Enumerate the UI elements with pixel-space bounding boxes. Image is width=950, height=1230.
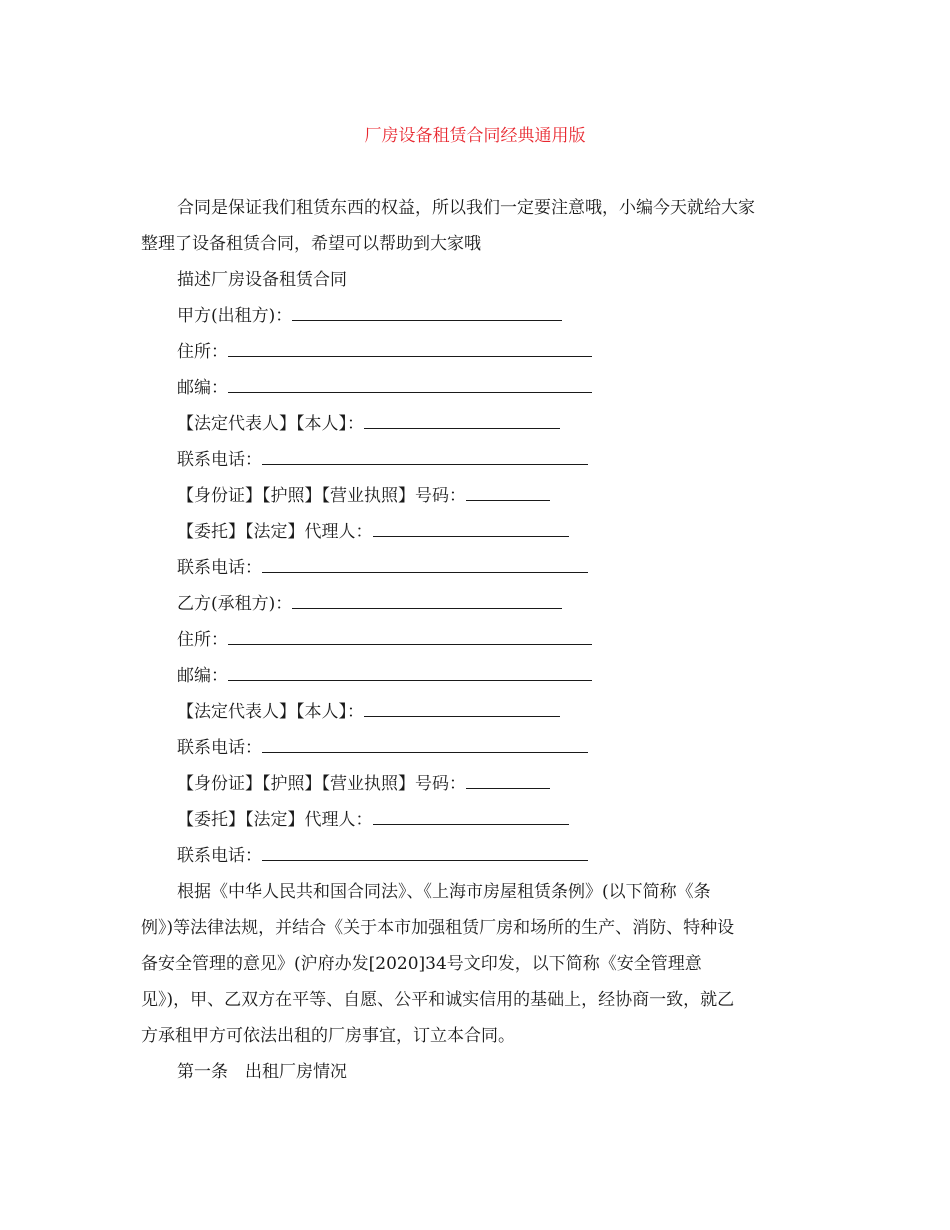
- field-agent: [177, 514, 569, 550]
- blank-line[interactable]: [373, 808, 569, 825]
- field-label: 【法定代表人】【本人】：: [177, 414, 364, 434]
- field-id-number: [177, 478, 550, 514]
- blank-line[interactable]: [364, 700, 560, 717]
- intro-line: 整理了设备租赁合同，希望可以帮助到大家哦: [141, 234, 481, 254]
- field-label: 联系电话：: [177, 846, 262, 866]
- field-address: [177, 334, 592, 370]
- basis-line: 见》)，甲、乙双方在平等、自愿、公平和诚实信用的基础上，经协商一致，就乙: [141, 990, 735, 1010]
- field-legal-rep: [177, 406, 560, 442]
- blank-line[interactable]: [228, 340, 592, 357]
- field-label: 【身份证】【护照】【营业执照】号码：: [177, 774, 466, 794]
- field-label: 【委托】【法定】代理人：: [177, 522, 373, 542]
- article-heading: 第一条 出租厂房情况: [177, 1062, 347, 1082]
- field-label: 邮编：: [177, 666, 228, 686]
- field-phone: [177, 442, 588, 478]
- blank-line[interactable]: [466, 772, 550, 789]
- document-title: 厂房设备租赁合同经典通用版: [364, 126, 586, 146]
- field-label: 邮编：: [177, 378, 228, 398]
- blank-line[interactable]: [292, 592, 562, 609]
- field-label: 住所：: [177, 342, 228, 362]
- blank-line[interactable]: [228, 664, 592, 681]
- intro-paragraph: [141, 190, 831, 262]
- field-label: 【委托】【法定】代理人：: [177, 810, 373, 830]
- blank-line[interactable]: [262, 448, 588, 465]
- field-phone: [177, 838, 588, 874]
- field-label: 【法定代表人】【本人】：: [177, 702, 364, 722]
- basis-line: 方承租甲方可依法出租的厂房事宜，订立本合同。: [141, 1026, 515, 1046]
- basis-line: 根据《中华人民共和国合同法》、《上海市房屋租赁条例》(以下简称《条: [177, 882, 711, 902]
- field-address: [177, 622, 592, 658]
- blank-line[interactable]: [262, 736, 588, 753]
- basis-line: 备安全管理的意见》(沪府办发[2020]34号文印发，以下简称《安全管理意: [141, 954, 702, 974]
- section-subtitle: 描述厂房设备租赁合同: [177, 270, 347, 290]
- field-id-number: [177, 766, 550, 802]
- field-lessor: [177, 298, 562, 334]
- field-phone: [177, 550, 588, 586]
- blank-line[interactable]: [466, 484, 550, 501]
- field-postcode: [177, 658, 592, 694]
- blank-line[interactable]: [292, 304, 562, 321]
- field-legal-rep: [177, 694, 560, 730]
- blank-line[interactable]: [262, 844, 588, 861]
- blank-line[interactable]: [228, 628, 592, 645]
- blank-line[interactable]: [364, 412, 560, 429]
- field-label: 甲方(出租方)：: [177, 306, 293, 326]
- field-agent: [177, 802, 569, 838]
- field-label: 乙方(承租方)：: [177, 594, 293, 614]
- field-lessee: [177, 586, 562, 622]
- field-label: 住所：: [177, 630, 228, 650]
- blank-line[interactable]: [373, 520, 569, 537]
- intro-line: 合同是保证我们租赁东西的权益，所以我们一定要注意哦，小编今天就给大家: [177, 198, 755, 218]
- field-label: 联系电话：: [177, 558, 262, 578]
- field-label: 联系电话：: [177, 450, 262, 470]
- basis-line: 例》)等法律法规，并结合《关于本市加强租赁厂房和场所的生产、消防、特种设: [141, 918, 735, 938]
- field-label: 【身份证】【护照】【营业执照】号码：: [177, 486, 466, 506]
- field-phone: [177, 730, 588, 766]
- blank-line[interactable]: [228, 376, 592, 393]
- blank-line[interactable]: [262, 556, 588, 573]
- field-label: 联系电话：: [177, 738, 262, 758]
- basis-paragraph: [141, 874, 831, 1054]
- field-postcode: [177, 370, 592, 406]
